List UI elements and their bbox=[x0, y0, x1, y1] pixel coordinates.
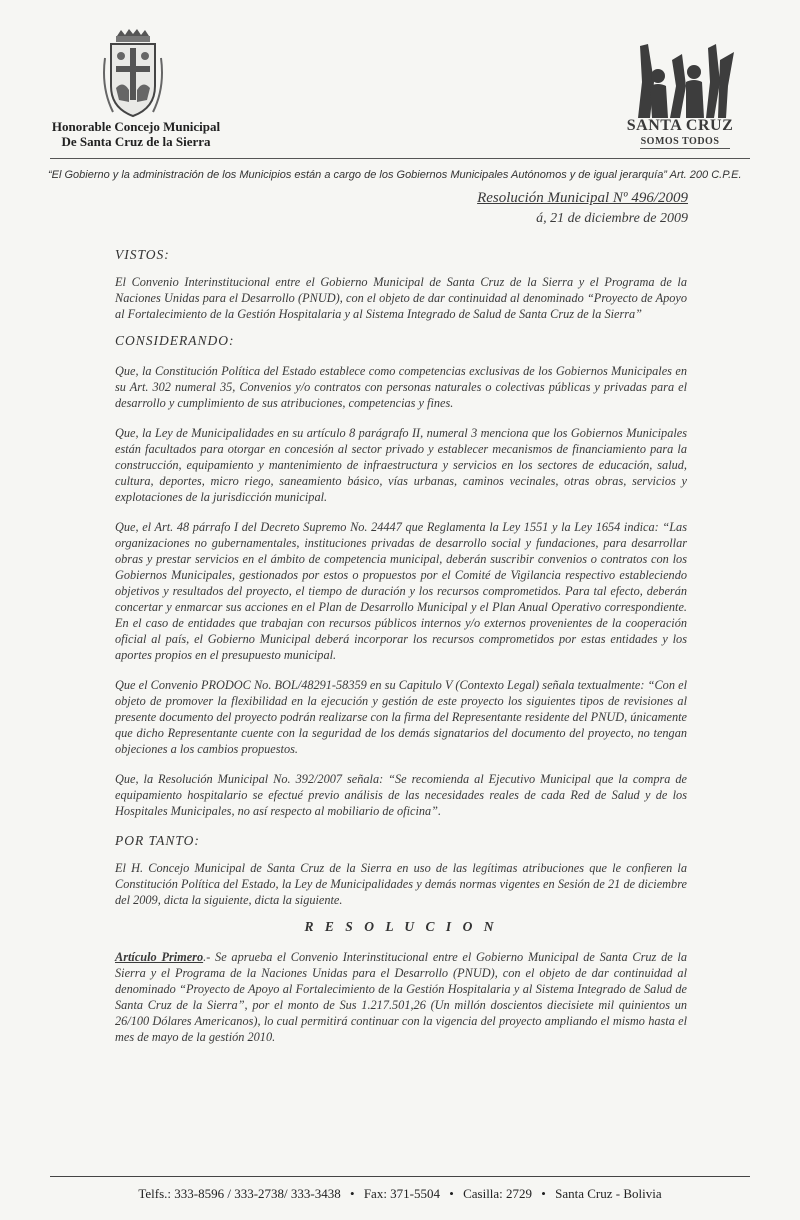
articulo-primero-title: Artículo Primero bbox=[115, 950, 204, 964]
council-line-1: Honorable Concejo Municipal bbox=[51, 119, 221, 134]
vistos-heading: VISTOS: bbox=[115, 247, 170, 262]
footer-casilla: Casilla: 2729 bbox=[463, 1186, 533, 1201]
brand-underline bbox=[640, 148, 730, 149]
vistos-paragraph: El Convenio Interinstitucional entre el Gobierno Municipal de Santa Cruz de la Sierra y el Programa de la Naciones Unidas para el Desarrollo (PNUD), con el objeto de dar continuidad al denominado “Proyecto de Apoyo al Fortalecimiento de la Gestión Hospitalaria y al Sistema Integrado de Salud de Santa Cruz de la Sierra” bbox=[115, 275, 687, 321]
footer-divider bbox=[50, 1176, 750, 1177]
footer-contact bbox=[50, 1186, 750, 1202]
municipal-crest-icon bbox=[103, 28, 163, 120]
council-name bbox=[50, 119, 222, 149]
resolution-date: á, 21 de diciembre de 2009 bbox=[536, 211, 688, 226]
considerando-heading: CONSIDERANDO: bbox=[115, 333, 235, 348]
header-divider bbox=[50, 158, 750, 159]
footer-separator: • bbox=[350, 1186, 355, 1201]
considerando-paragraph-3: Que, el Art. 48 párrafo I del Decreto Supremo No. 24447 que Reglamenta la Ley 1551 y la Ley 1654 indica: “Las organizaciones no gubernamentales, instituciones privadas de desarrollo social y fundaciones, para desarrollar obras y prestar servicios en el ámbito de competencia municipal, deberán suscribir convenios o contratos con los Gobiernos Municipales, gestionados por estos o propuestos por el Comité de Vigilancia respectivo estableciendo objetivos y resultados del proyecto, el tiempo de duración y los recursos comprometidos. Para tal efecto, deberán concertar y enmarcar sus acciones en el Plan de Desarrollo Municipal y el Plan Anual Operativo correspondiente. En el caso de entidades que trabajan con recursos públicos internos y/o externos provenientes de la cooperación oficial al país, el Gobierno Municipal deberá incorporar los recursos comprometidos por estas entidades y los aportes propios en el presupuesto municipal. bbox=[115, 520, 687, 662]
portanto-heading: POR TANTO: bbox=[115, 833, 200, 848]
footer-separator: • bbox=[449, 1186, 454, 1201]
portanto-paragraph: El H. Concejo Municipal de Santa Cruz de la Sierra en uso de las legítimas atribuciones que le confieren la Constitución Política del Estado, la Ley de Municipalidades y demás normas vigentes en Sesión de 21 de diciembre del 2009, dicta la siguiente, dicta la siguiente. bbox=[115, 861, 687, 907]
resolution-title: Resolución Municipal Nº 496/2009 bbox=[477, 190, 688, 206]
council-line-2: De Santa Cruz de la Sierra bbox=[61, 134, 211, 149]
footer-fax: Fax: 371-5504 bbox=[363, 1186, 441, 1201]
articulo-primero-text: .- Se aprueba el Convenio Interinstitucional entre el Gobierno Municipal de Santa Cruz de la Sierra y el Programa de la Naciones Unidas para el Desarrollo (PNUD), con el objeto de dar continuidad al denominado “Proyecto de Apoyo al Fortalecimiento de la Gestión Hospitalaria y al Sistema Integrado de Salud de Santa Cruz de la Sierra”, por el monto de Sus 1.217.501,26 (Un millón doscientos diecisiete mil quinientos un 26/100 Dólares Americanos), lo cual permitirá continuar con la vigencia del proyecto ampliando el mismo hasta el mes de mayo de la gestión 2010. bbox=[115, 950, 687, 1044]
footer-location: Santa Cruz - Bolivia bbox=[555, 1186, 662, 1201]
resolucion-heading: R E S O L U C I O N bbox=[304, 919, 498, 934]
footer-separator: • bbox=[541, 1186, 546, 1201]
resolution-body bbox=[115, 247, 687, 1045]
articulo-primero-paragraph bbox=[115, 949, 687, 1045]
considerando-paragraph-1: Que, la Constitución Política del Estado establece como competencias exclusivas de los Gobiernos Municipales en su Art. 302 numeral 35, Convenios y/o contratos con personas naturales o colectivas públicas y privadas para el desarrollo y cumplimiento de sus atribuciones, competencias y fines. bbox=[115, 364, 687, 410]
santa-cruz-people-logo-icon bbox=[630, 42, 740, 120]
footer-phones: Telfs.: 333-8596 / 333-2738/ 333-3438 bbox=[138, 1186, 341, 1201]
considerando-paragraph-5: Que, la Resolución Municipal No. 392/2007 señala: “Se recomienda al Ejecutivo Municipal que la compra de equipamiento hospitalario se efectué previo análisis de las necesidades reales de cada Red de Salud y de los Hospitales Municipales, no así respecto al mobiliario de oficina”. bbox=[115, 772, 687, 818]
considerando-paragraph-4: Que el Convenio PRODOC No. BOL/48291-58359 en su Capitulo V (Contexto Legal) señala textualmente: “Con el objeto de promover la flexibilidad en la ejecución y gestión de este proyecto los siguientes tipos de revisiones al presente documento del proyecto podrán realizarse con la firma del Representante residente del PNUD, únicamente que dicho Representante cuente con la seguridad de los demás signatarios del documento del proyecto, no tengan objeciones a los cambios propuestos. bbox=[115, 678, 687, 756]
brand-tagline: SOMOS TODOS bbox=[640, 136, 720, 147]
brand-name: SANTA CRUZ bbox=[626, 117, 734, 134]
considerando-paragraph-2: Que, la Ley de Municipalidades en su artículo 8 parágrafo II, numeral 3 menciona que los Gobiernos Municipales están facultados para otorgar en concesión al sector privado y establecer mecanismos de financiamiento para la construcción, equipamiento y mantenimiento de infraestructura y servicios en los sectores de educación, salud, cultura, deportes, micro riego, saneamiento básico, vías urbanas, caminos vecinales, otras obras, servicios y explotaciones de la jurisdicción municipal. bbox=[115, 426, 687, 504]
constitution-motto: “El Gobierno y la administración de los Municipios están a cargo de los Gobiernos Municipales Autónomos y de igual jerarquía” Art. 200 C.P.E. bbox=[48, 169, 742, 181]
